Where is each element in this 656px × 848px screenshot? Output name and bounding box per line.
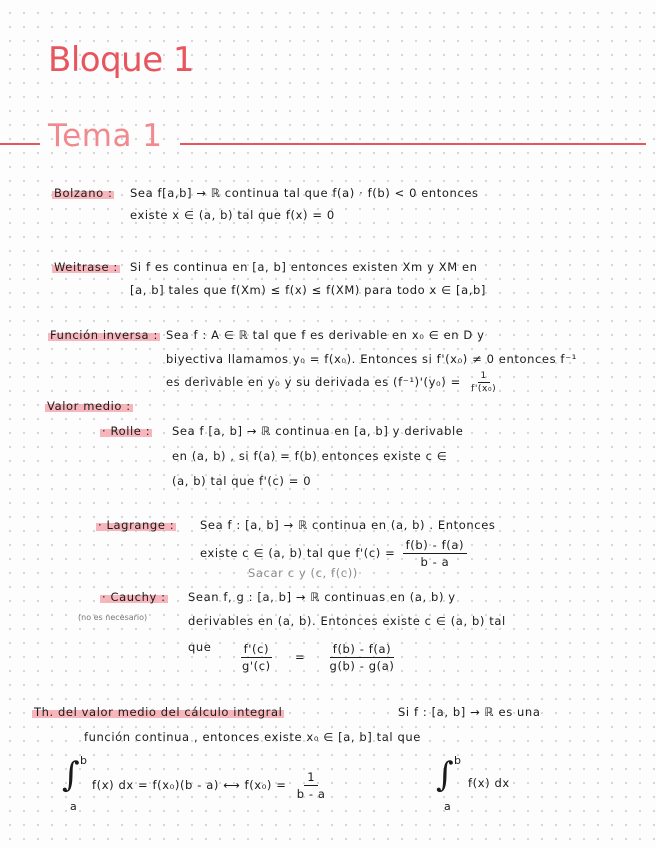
integral-right-lower-limit: a	[444, 800, 451, 813]
inverse-line-1: Sea f : A ∈ ℝ tal que f es derivable en x₀ ∈ en D y	[166, 328, 485, 342]
integral-sign-right: ∫	[436, 755, 454, 795]
integral-expression-right: f(x) dx	[468, 776, 510, 790]
integral-left-lower-limit: a	[70, 800, 77, 813]
cauchy-line-2: derivables en (a, b). Entonces existe c ∈ (a, b) tal	[188, 614, 506, 628]
integral-right-upper-limit: b	[454, 754, 461, 767]
lagrange-fraction: $\frac{f(b) - f(a)}{b - a}$	[403, 538, 467, 569]
lagrange-note: Sacar c y (c, f(c))	[248, 566, 358, 580]
integral-left-upper-limit: b	[80, 754, 87, 767]
section-title: Tema 1	[48, 118, 163, 154]
rolle-line-3: (a, b) tal que f'(c) = 0	[172, 474, 312, 488]
lagrange-label: · Lagrange :	[98, 518, 175, 532]
rolle-label: · Rolle :	[102, 424, 151, 438]
bolzano-label: Bolzano :	[54, 186, 113, 200]
rolle-line-2: en (a, b) , si f(a) = f(b) entonces existe c ∈	[172, 449, 448, 463]
inverse-derivative-fraction: $\frac{1}{\text{f'(x₀)}}$	[471, 371, 497, 394]
cauchy-equals: =	[295, 650, 306, 664]
inverse-line-3: es derivable en y₀ y su derivada es (f⁻¹)'(y₀) = $\frac{1}{\text{f'(x₀)}}$	[166, 371, 502, 394]
bolzano-line-1: Sea f[a,b] → ℝ continua tal que f(a) · f(b) < 0 entonces	[130, 186, 479, 200]
cauchy-lhs-fraction: $\frac{f'(c)}{g'(c)}$	[242, 642, 271, 673]
inverse-line-2: biyectiva llamamos y₀ = f(x₀). Entonces si f'(x₀) ≠ 0 entonces f⁻¹	[166, 352, 577, 366]
weierstrass-label: Weitrase :	[54, 260, 118, 274]
lagrange-line-2: existe c ∈ (a, b) tal que f'(c) = $\frac{f(b) - f(a)}{b - a}$	[200, 538, 470, 569]
integral-line-2: función continua , entonces existe x₀ ∈ [a, b] tal que	[84, 730, 421, 744]
cauchy-label: · Cauchy :	[102, 590, 166, 604]
title-divider-right	[180, 143, 646, 145]
integral-fraction: $\frac{1}{b - a}$	[296, 770, 326, 801]
cauchy-aside-note: (no es necesario)	[78, 613, 148, 622]
title-divider-left	[0, 143, 40, 145]
integral-theorem-label: Th. del valor medio del cálculo integral	[34, 705, 283, 719]
integral-sign-left: ∫	[62, 755, 80, 795]
inverse-function-label: Función inversa :	[50, 328, 158, 342]
integral-line-1: Si f : [a, b] → ℝ es una	[398, 705, 541, 719]
cauchy-rhs-fraction: $\frac{f(b) - f(a)}{g(b) - g(a)}$	[329, 642, 395, 673]
page-title: Bloque 1	[48, 40, 195, 80]
rolle-line-1: Sea f [a, b] → ℝ continua en [a, b] y derivable	[172, 424, 464, 438]
integral-expression: f(x) dx = f(x₀)(b - a) ⟷ f(x₀) = $\frac{1}{b - a}$	[92, 770, 332, 801]
cauchy-formula	[236, 642, 401, 673]
cauchy-line-3: que	[188, 640, 212, 654]
mean-value-label: Valor medio :	[47, 399, 131, 413]
lagrange-line-1: Sea f : [a, b] → ℝ continua en (a, b) . Entonces	[200, 518, 496, 532]
bolzano-line-2: existe x ∈ (a, b) tal que f(x) = 0	[130, 208, 335, 222]
cauchy-line-1: Sean f, g : [a, b] → ℝ continuas en (a, b) y	[188, 590, 456, 604]
weierstrass-line-1: Si f es continua en [a, b] entonces existen Xm y XM en	[130, 260, 478, 274]
weierstrass-line-2: [a, b] tales que f(Xm) ≤ f(x) ≤ f(XM) para todo x ∈ [a,b]	[130, 283, 487, 297]
